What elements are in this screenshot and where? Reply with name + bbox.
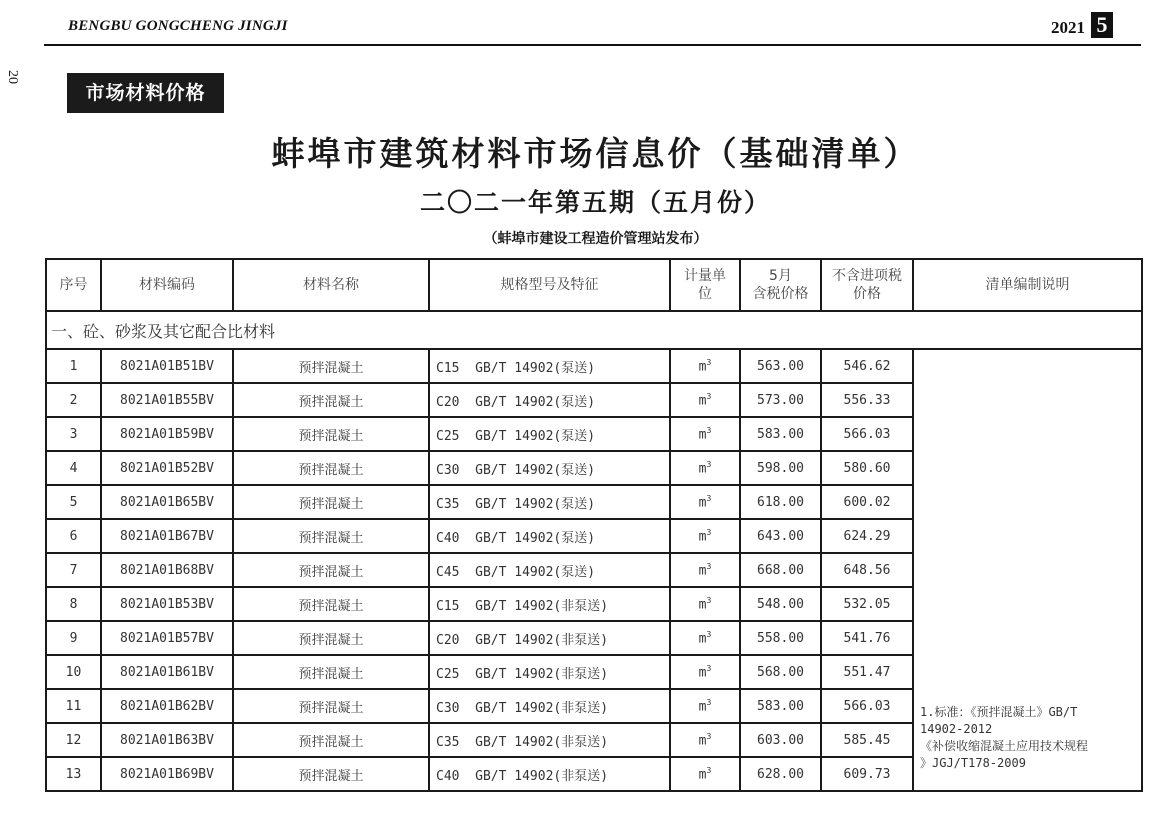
cell-seq: 4: [46, 451, 101, 485]
cell-price-notax: 566.03: [821, 417, 913, 451]
col-header-price-tax: [740, 259, 821, 311]
cell-price-tax: 563.00: [740, 349, 821, 383]
cell-price-notax: 600.02: [821, 485, 913, 519]
page-number: 20: [5, 70, 20, 84]
cell-price-tax: 558.00: [740, 621, 821, 655]
cell-spec: C40 GB/T 14902(泵送): [429, 519, 670, 553]
col-header-spec: 规格型号及特征: [429, 259, 670, 311]
cell-spec: C40 GB/T 14902(非泵送): [429, 757, 670, 791]
cell-name: 预拌混凝土: [233, 553, 429, 587]
notes-line: 1.标准：《预拌混凝土》GB/T: [920, 705, 1078, 719]
notes-line: 14902-2012: [920, 722, 993, 736]
header-rule: [44, 44, 1141, 46]
cell-price-notax: 609.73: [821, 757, 913, 791]
col-header-code: 材料编码: [101, 259, 233, 311]
cell-spec: C45 GB/T 14902(泵送): [429, 553, 670, 587]
unit-superscript: 3: [706, 527, 712, 537]
unit-superscript: 3: [706, 697, 712, 707]
cell-spec: C25 GB/T 14902(泵送): [429, 417, 670, 451]
unit-base: m: [698, 427, 707, 443]
unit-superscript: 3: [706, 357, 712, 367]
unit-base: m: [698, 631, 707, 647]
col-header-price-notax-l1: 不含进项税: [832, 268, 902, 284]
unit-superscript: 3: [706, 765, 712, 775]
cell-price-notax: 546.62: [821, 349, 913, 383]
cell-spec: C25 GB/T 14902(非泵送): [429, 655, 670, 689]
cell-unit: [670, 757, 740, 791]
cell-price-notax: 541.76: [821, 621, 913, 655]
journal-name: BENGBU GONGCHENG JINGJI: [68, 18, 288, 34]
unit-base: m: [698, 529, 707, 545]
cell-price-tax: 603.00: [740, 723, 821, 757]
table-row: [46, 349, 1142, 383]
notes-cell: [913, 349, 1142, 791]
unit-base: m: [698, 665, 707, 681]
cell-name: 预拌混凝土: [233, 349, 429, 383]
cell-spec: C20 GB/T 14902(泵送): [429, 383, 670, 417]
cell-price-notax: 566.03: [821, 689, 913, 723]
unit-base: m: [698, 495, 707, 511]
cell-code: 8021A01B55BV: [101, 383, 233, 417]
unit-superscript: 3: [706, 459, 712, 469]
cell-spec: C20 GB/T 14902(非泵送): [429, 621, 670, 655]
col-header-price-notax: [821, 259, 913, 311]
cell-unit: [670, 655, 740, 689]
cell-price-notax: 648.56: [821, 553, 913, 587]
cell-price-notax: 532.05: [821, 587, 913, 621]
notes-line: 《补偿收缩混凝土应用技术规程: [920, 739, 1089, 753]
issue-year: 2021: [1051, 18, 1085, 37]
unit-superscript: 3: [706, 595, 712, 605]
cell-price-notax: 551.47: [821, 655, 913, 689]
unit-superscript: 3: [706, 731, 712, 741]
cell-seq: 8: [46, 587, 101, 621]
cell-price-notax: 580.60: [821, 451, 913, 485]
cell-code: 8021A01B53BV: [101, 587, 233, 621]
cell-code: 8021A01B68BV: [101, 553, 233, 587]
unit-base: m: [698, 393, 707, 409]
cell-code: 8021A01B63BV: [101, 723, 233, 757]
cell-unit: [670, 621, 740, 655]
cell-name: 预拌混凝土: [233, 621, 429, 655]
col-header-seq: 序号: [46, 259, 101, 311]
unit-superscript: 3: [706, 493, 712, 503]
page-subtitle: 二〇二一年第五期（五月份）: [419, 188, 771, 217]
cell-code: 8021A01B65BV: [101, 485, 233, 519]
unit-base: m: [698, 461, 707, 477]
publisher-line: （蚌埠市建设工程造价管理站发布）: [483, 231, 708, 247]
notes-line: 》JGJ/T178-2009: [920, 756, 1026, 770]
section-row: [46, 311, 1142, 349]
cell-price-tax: 628.00: [740, 757, 821, 791]
page-title: 蚌埠市建筑材料市场信息价（基础清单）: [271, 134, 920, 173]
cell-price-tax: 568.00: [740, 655, 821, 689]
cell-unit: [670, 587, 740, 621]
unit-base: m: [698, 359, 707, 375]
cell-seq: 11: [46, 689, 101, 723]
cell-code: 8021A01B59BV: [101, 417, 233, 451]
cell-unit: [670, 553, 740, 587]
unit-base: m: [698, 733, 707, 749]
unit-superscript: 3: [706, 629, 712, 639]
cell-spec: C15 GB/T 14902(泵送): [429, 349, 670, 383]
unit-superscript: 3: [706, 663, 712, 673]
cell-price-tax: 548.00: [740, 587, 821, 621]
unit-base: m: [698, 563, 707, 579]
cell-price-notax: 556.33: [821, 383, 913, 417]
cell-name: 预拌混凝土: [233, 587, 429, 621]
col-header-unit-l1: 计量单: [684, 268, 726, 284]
cell-seq: 9: [46, 621, 101, 655]
cell-price-tax: 618.00: [740, 485, 821, 519]
col-header-name: 材料名称: [233, 259, 429, 311]
section-title: 一、砼、砂浆及其它配合比材料: [46, 311, 1142, 349]
cell-spec: C15 GB/T 14902(非泵送): [429, 587, 670, 621]
cell-unit: [670, 485, 740, 519]
cell-spec: C30 GB/T 14902(非泵送): [429, 689, 670, 723]
cell-price-tax: 668.00: [740, 553, 821, 587]
cell-seq: 2: [46, 383, 101, 417]
unit-base: m: [698, 699, 707, 715]
cell-price-tax: 573.00: [740, 383, 821, 417]
issue-badge-group: [1051, 12, 1113, 38]
cell-code: 8021A01B67BV: [101, 519, 233, 553]
col-header-unit: [670, 259, 740, 311]
cell-unit: [670, 383, 740, 417]
unit-base: m: [698, 597, 707, 613]
cell-price-tax: 583.00: [740, 689, 821, 723]
cell-seq: 5: [46, 485, 101, 519]
cell-name: 预拌混凝土: [233, 519, 429, 553]
cell-spec: C35 GB/T 14902(非泵送): [429, 723, 670, 757]
col-header-notes: 清单编制说明: [913, 259, 1142, 311]
cell-price-tax: 598.00: [740, 451, 821, 485]
col-header-price-tax-l2: 含税价格: [752, 286, 809, 302]
cell-name: 预拌混凝土: [233, 451, 429, 485]
cell-seq: 3: [46, 417, 101, 451]
cell-name: 预拌混凝土: [233, 689, 429, 723]
cell-name: 预拌混凝土: [233, 757, 429, 791]
price-table: [45, 258, 1143, 792]
cell-code: 8021A01B57BV: [101, 621, 233, 655]
cell-name: 预拌混凝土: [233, 417, 429, 451]
cell-code: 8021A01B51BV: [101, 349, 233, 383]
cell-unit: [670, 723, 740, 757]
cell-price-notax: 624.29: [821, 519, 913, 553]
col-header-unit-l2: 位: [698, 286, 712, 302]
cell-price-tax: 583.00: [740, 417, 821, 451]
cell-seq: 6: [46, 519, 101, 553]
issue-number: 5: [1091, 12, 1113, 38]
cell-code: 8021A01B69BV: [101, 757, 233, 791]
unit-superscript: 3: [706, 561, 712, 571]
section-tag: 市场材料价格: [67, 73, 224, 113]
cell-seq: 1: [46, 349, 101, 383]
cell-seq: 7: [46, 553, 101, 587]
table-header-row: [46, 259, 1142, 311]
cell-seq: 10: [46, 655, 101, 689]
cell-unit: [670, 689, 740, 723]
cell-spec: C35 GB/T 14902(泵送): [429, 485, 670, 519]
unit-base: m: [698, 767, 707, 783]
cell-unit: [670, 417, 740, 451]
cell-seq: 12: [46, 723, 101, 757]
col-header-price-tax-l1: 5月: [769, 268, 792, 284]
cell-code: 8021A01B52BV: [101, 451, 233, 485]
unit-superscript: 3: [706, 391, 712, 401]
cell-name: 预拌混凝土: [233, 485, 429, 519]
cell-unit: [670, 519, 740, 553]
cell-spec: C30 GB/T 14902(泵送): [429, 451, 670, 485]
cell-seq: 13: [46, 757, 101, 791]
cell-price-notax: 585.45: [821, 723, 913, 757]
cell-price-tax: 643.00: [740, 519, 821, 553]
cell-code: 8021A01B62BV: [101, 689, 233, 723]
cell-unit: [670, 349, 740, 383]
unit-superscript: 3: [706, 425, 712, 435]
cell-code: 8021A01B61BV: [101, 655, 233, 689]
col-header-price-notax-l2: 价格: [853, 286, 881, 302]
cell-name: 预拌混凝土: [233, 723, 429, 757]
cell-unit: [670, 451, 740, 485]
cell-name: 预拌混凝土: [233, 383, 429, 417]
cell-name: 预拌混凝土: [233, 655, 429, 689]
